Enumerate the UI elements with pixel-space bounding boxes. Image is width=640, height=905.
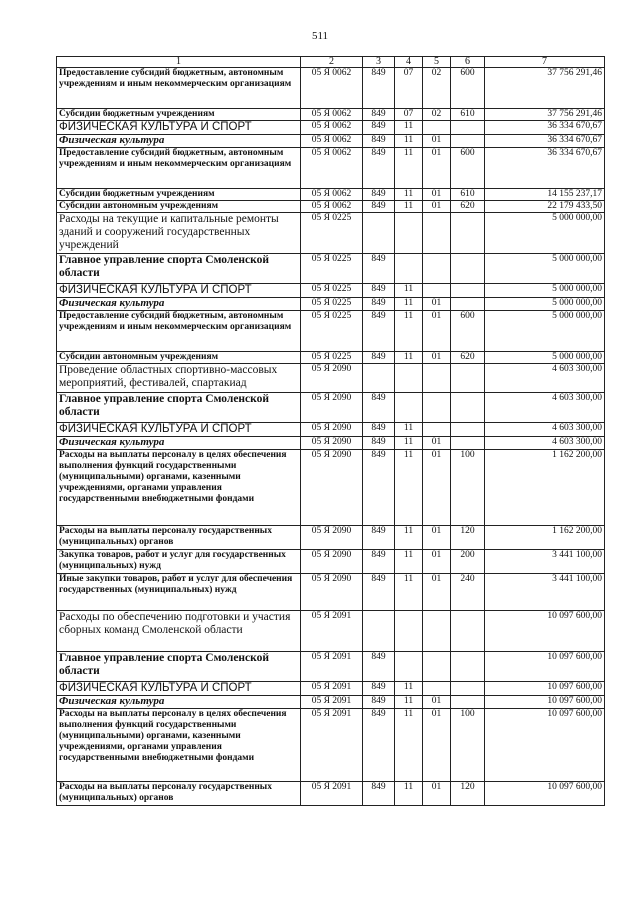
table-row <box>57 450 605 526</box>
subsection-cell: 01 <box>423 148 451 189</box>
target-code-cell: 05 Я 0062 <box>301 201 363 213</box>
table-row <box>57 213 605 254</box>
table-row <box>57 437 605 450</box>
expense-type-cell <box>451 682 485 696</box>
expense-type-cell <box>451 254 485 284</box>
subsection-cell <box>423 611 451 652</box>
amount-cell: 37 756 291,46 <box>485 109 605 121</box>
expense-type-cell: 240 <box>451 574 485 611</box>
subsection-cell <box>423 423 451 437</box>
row-name-cell: Расходы на выплаты персоналу в целях обеспечения выполнения функций государственными (муниципальными) органами, казенными учреждениями, органами управления государственными внебюджетными фондами <box>57 450 301 526</box>
ministry-code-cell: 849 <box>363 393 395 423</box>
expense-type-cell: 120 <box>451 526 485 550</box>
table-row <box>57 311 605 352</box>
row-name-cell: Физическая культура <box>57 298 301 311</box>
subsection-cell: 01 <box>423 135 451 148</box>
ministry-code-cell: 849 <box>363 550 395 574</box>
table-header-row <box>57 57 605 68</box>
target-code-cell: 05 Я 2090 <box>301 550 363 574</box>
expense-type-cell: 600 <box>451 311 485 352</box>
amount-cell: 1 162 200,00 <box>485 526 605 550</box>
row-name-cell: Субсидии бюджетным учреждениям <box>57 189 301 201</box>
subsection-cell: 01 <box>423 298 451 311</box>
amount-cell: 10 097 600,00 <box>485 696 605 709</box>
subsection-cell <box>423 682 451 696</box>
row-name-cell: Расходы по обеспечению подготовки и участия сборных команд Смоленской области <box>57 611 301 652</box>
amount-cell: 5 000 000,00 <box>485 284 605 298</box>
subsection-cell: 01 <box>423 201 451 213</box>
expense-type-cell <box>451 364 485 393</box>
expense-type-cell: 200 <box>451 550 485 574</box>
subsection-cell <box>423 254 451 284</box>
amount-cell: 22 179 433,50 <box>485 201 605 213</box>
header-cell: 6 <box>451 57 485 68</box>
expense-type-cell: 620 <box>451 201 485 213</box>
target-code-cell: 05 Я 0225 <box>301 311 363 352</box>
target-code-cell: 05 Я 2090 <box>301 526 363 550</box>
table-row <box>57 298 605 311</box>
amount-cell: 10 097 600,00 <box>485 782 605 806</box>
table-row <box>57 423 605 437</box>
target-code-cell: 05 Я 0225 <box>301 298 363 311</box>
table-row <box>57 284 605 298</box>
table-row <box>57 254 605 284</box>
amount-cell: 1 162 200,00 <box>485 450 605 526</box>
subsection-cell: 01 <box>423 550 451 574</box>
row-name-cell: Расходы на выплаты персоналу государственных (муниципальных) органов <box>57 526 301 550</box>
table-row <box>57 611 605 652</box>
ministry-code-cell: 849 <box>363 135 395 148</box>
table-row <box>57 121 605 135</box>
row-name-cell: Субсидии автономным учреждениям <box>57 352 301 364</box>
target-code-cell: 05 Я 2091 <box>301 709 363 782</box>
row-name-cell: Главное управление спорта Смоленской области <box>57 393 301 423</box>
table-row <box>57 148 605 189</box>
section-cell <box>395 611 423 652</box>
table-row <box>57 782 605 806</box>
section-cell: 11 <box>395 550 423 574</box>
expense-type-cell: 600 <box>451 148 485 189</box>
ministry-code-cell: 849 <box>363 526 395 550</box>
ministry-code-cell: 849 <box>363 709 395 782</box>
ministry-code-cell: 849 <box>363 68 395 109</box>
expense-type-cell: 100 <box>451 450 485 526</box>
target-code-cell: 05 Я 2090 <box>301 393 363 423</box>
section-cell: 07 <box>395 109 423 121</box>
expense-type-cell <box>451 652 485 682</box>
table-row <box>57 682 605 696</box>
subsection-cell <box>423 213 451 254</box>
expense-type-cell <box>451 213 485 254</box>
section-cell: 11 <box>395 148 423 189</box>
table-row <box>57 352 605 364</box>
ministry-code-cell: 849 <box>363 201 395 213</box>
expense-type-cell <box>451 437 485 450</box>
page-number: 511 <box>311 30 329 42</box>
target-code-cell: 05 Я 2091 <box>301 611 363 652</box>
target-code-cell: 05 Я 2090 <box>301 437 363 450</box>
expense-type-cell: 100 <box>451 709 485 782</box>
target-code-cell: 05 Я 2090 <box>301 364 363 393</box>
table-row <box>57 574 605 611</box>
row-name-cell: ФИЗИЧЕСКАЯ КУЛЬТУРА И СПОРТ <box>57 423 301 437</box>
section-cell: 11 <box>395 682 423 696</box>
row-name-cell: Проведение областных спортивно-массовых мероприятий, фестивалей, спартакиад <box>57 364 301 393</box>
ministry-code-cell: 849 <box>363 254 395 284</box>
target-code-cell: 05 Я 0062 <box>301 148 363 189</box>
row-name-cell: Предоставление субсидий бюджетным, автономным учреждениям и иным некоммерческим организациям <box>57 68 301 109</box>
subsection-cell: 01 <box>423 574 451 611</box>
ministry-code-cell: 849 <box>363 311 395 352</box>
ministry-code-cell: 849 <box>363 423 395 437</box>
ministry-code-cell: 849 <box>363 682 395 696</box>
row-name-cell: Предоставление субсидий бюджетным, автономным учреждениям и иным некоммерческим организациям <box>57 311 301 352</box>
target-code-cell: 05 Я 2090 <box>301 450 363 526</box>
table-row <box>57 393 605 423</box>
section-cell: 11 <box>395 121 423 135</box>
ministry-code-cell <box>363 213 395 254</box>
row-name-cell: Расходы на выплаты персоналу государственных (муниципальных) органов <box>57 782 301 806</box>
section-cell: 11 <box>395 450 423 526</box>
section-cell: 11 <box>395 311 423 352</box>
target-code-cell: 05 Я 0062 <box>301 68 363 109</box>
amount-cell: 3 441 100,00 <box>485 574 605 611</box>
target-code-cell: 05 Я 0062 <box>301 189 363 201</box>
section-cell: 11 <box>395 782 423 806</box>
table-row <box>57 109 605 121</box>
section-cell: 11 <box>395 437 423 450</box>
expense-type-cell <box>451 423 485 437</box>
table-row <box>57 189 605 201</box>
target-code-cell: 05 Я 0225 <box>301 352 363 364</box>
table-row <box>57 709 605 782</box>
expense-type-cell: 610 <box>451 109 485 121</box>
section-cell: 11 <box>395 201 423 213</box>
row-name-cell: ФИЗИЧЕСКАЯ КУЛЬТУРА И СПОРТ <box>57 682 301 696</box>
row-name-cell: Главное управление спорта Смоленской области <box>57 652 301 682</box>
ministry-code-cell: 849 <box>363 284 395 298</box>
section-cell: 11 <box>395 526 423 550</box>
amount-cell: 3 441 100,00 <box>485 550 605 574</box>
target-code-cell: 05 Я 0062 <box>301 109 363 121</box>
expense-type-cell: 610 <box>451 189 485 201</box>
row-name-cell: Иные закупки товаров, работ и услуг для обеспечения государственных (муниципальных) нужд <box>57 574 301 611</box>
subsection-cell: 02 <box>423 109 451 121</box>
row-name-cell: Субсидии бюджетным учреждениям <box>57 109 301 121</box>
header-cell: 2 <box>301 57 363 68</box>
table-row <box>57 201 605 213</box>
section-cell <box>395 213 423 254</box>
ministry-code-cell: 849 <box>363 189 395 201</box>
row-name-cell: Физическая культура <box>57 135 301 148</box>
section-cell: 11 <box>395 352 423 364</box>
target-code-cell: 05 Я 2091 <box>301 652 363 682</box>
subsection-cell: 01 <box>423 696 451 709</box>
amount-cell: 36 334 670,67 <box>485 148 605 189</box>
section-cell <box>395 254 423 284</box>
amount-cell: 37 756 291,46 <box>485 68 605 109</box>
section-cell: 11 <box>395 284 423 298</box>
amount-cell: 4 603 300,00 <box>485 437 605 450</box>
table-row <box>57 364 605 393</box>
subsection-cell <box>423 121 451 135</box>
subsection-cell: 01 <box>423 709 451 782</box>
section-cell: 11 <box>395 696 423 709</box>
target-code-cell: 05 Я 0062 <box>301 135 363 148</box>
expense-type-cell <box>451 696 485 709</box>
row-name-cell: Расходы на текущие и капитальные ремонты зданий и сооружений государственных учреждений <box>57 213 301 254</box>
target-code-cell: 05 Я 0225 <box>301 213 363 254</box>
ministry-code-cell: 849 <box>363 352 395 364</box>
expense-type-cell: 600 <box>451 68 485 109</box>
table-row <box>57 652 605 682</box>
header-cell: 3 <box>363 57 395 68</box>
row-name-cell: Физическая культура <box>57 437 301 450</box>
expense-type-cell <box>451 121 485 135</box>
subsection-cell: 02 <box>423 68 451 109</box>
section-cell: 11 <box>395 709 423 782</box>
table-row <box>57 550 605 574</box>
section-cell: 11 <box>395 574 423 611</box>
subsection-cell: 01 <box>423 437 451 450</box>
section-cell: 11 <box>395 135 423 148</box>
target-code-cell: 05 Я 0225 <box>301 254 363 284</box>
ministry-code-cell: 849 <box>363 652 395 682</box>
target-code-cell: 05 Я 2091 <box>301 782 363 806</box>
row-name-cell: ФИЗИЧЕСКАЯ КУЛЬТУРА И СПОРТ <box>57 284 301 298</box>
ministry-code-cell: 849 <box>363 148 395 189</box>
row-name-cell: Расходы на выплаты персоналу в целях обеспечения выполнения функций государственными (муниципальными) органами, казенными учреждениями, органами управления государственными внебюджетными фондами <box>57 709 301 782</box>
amount-cell: 5 000 000,00 <box>485 254 605 284</box>
target-code-cell: 05 Я 2091 <box>301 696 363 709</box>
amount-cell: 10 097 600,00 <box>485 652 605 682</box>
section-cell <box>395 652 423 682</box>
amount-cell: 4 603 300,00 <box>485 423 605 437</box>
ministry-code-cell: 849 <box>363 574 395 611</box>
ministry-code-cell <box>363 611 395 652</box>
section-cell: 11 <box>395 298 423 311</box>
subsection-cell: 01 <box>423 189 451 201</box>
expense-type-cell: 620 <box>451 352 485 364</box>
expense-type-cell <box>451 393 485 423</box>
row-name-cell: Закупка товаров, работ и услуг для государственных (муниципальных) нужд <box>57 550 301 574</box>
row-name-cell: Главное управление спорта Смоленской области <box>57 254 301 284</box>
section-cell <box>395 393 423 423</box>
amount-cell: 5 000 000,00 <box>485 352 605 364</box>
subsection-cell: 01 <box>423 526 451 550</box>
expense-type-cell <box>451 135 485 148</box>
subsection-cell: 01 <box>423 450 451 526</box>
section-cell: 11 <box>395 423 423 437</box>
target-code-cell: 05 Я 2091 <box>301 682 363 696</box>
target-code-cell: 05 Я 2090 <box>301 574 363 611</box>
amount-cell: 36 334 670,67 <box>485 121 605 135</box>
subsection-cell: 01 <box>423 352 451 364</box>
header-cell: 5 <box>423 57 451 68</box>
table-row <box>57 135 605 148</box>
amount-cell: 10 097 600,00 <box>485 709 605 782</box>
table-row <box>57 68 605 109</box>
amount-cell: 10 097 600,00 <box>485 611 605 652</box>
expense-type-cell: 120 <box>451 782 485 806</box>
target-code-cell: 05 Я 0225 <box>301 284 363 298</box>
row-name-cell: ФИЗИЧЕСКАЯ КУЛЬТУРА И СПОРТ <box>57 121 301 135</box>
header-cell: 1 <box>57 57 301 68</box>
row-name-cell: Субсидии автономным учреждениям <box>57 201 301 213</box>
ministry-code-cell <box>363 364 395 393</box>
amount-cell: 10 097 600,00 <box>485 682 605 696</box>
amount-cell: 5 000 000,00 <box>485 298 605 311</box>
table-row <box>57 526 605 550</box>
ministry-code-cell: 849 <box>363 121 395 135</box>
header-cell: 4 <box>395 57 423 68</box>
subsection-cell <box>423 652 451 682</box>
ministry-code-cell: 849 <box>363 109 395 121</box>
ministry-code-cell: 849 <box>363 782 395 806</box>
budget-table <box>56 56 605 806</box>
expense-type-cell <box>451 298 485 311</box>
amount-cell: 5 000 000,00 <box>485 311 605 352</box>
section-cell <box>395 364 423 393</box>
ministry-code-cell: 849 <box>363 437 395 450</box>
table-row <box>57 696 605 709</box>
expense-type-cell <box>451 284 485 298</box>
amount-cell: 36 334 670,67 <box>485 135 605 148</box>
subsection-cell: 01 <box>423 311 451 352</box>
subsection-cell <box>423 284 451 298</box>
amount-cell: 5 000 000,00 <box>485 213 605 254</box>
row-name-cell: Предоставление субсидий бюджетным, автономным учреждениям и иным некоммерческим организациям <box>57 148 301 189</box>
target-code-cell: 05 Я 0062 <box>301 121 363 135</box>
ministry-code-cell: 849 <box>363 450 395 526</box>
row-name-cell: Физическая культура <box>57 696 301 709</box>
expense-type-cell <box>451 611 485 652</box>
amount-cell: 4 603 300,00 <box>485 364 605 393</box>
header-cell: 7 <box>485 57 605 68</box>
subsection-cell <box>423 393 451 423</box>
ministry-code-cell: 849 <box>363 298 395 311</box>
ministry-code-cell: 849 <box>363 696 395 709</box>
amount-cell: 14 155 237,17 <box>485 189 605 201</box>
subsection-cell <box>423 364 451 393</box>
subsection-cell: 01 <box>423 782 451 806</box>
section-cell: 11 <box>395 189 423 201</box>
amount-cell: 4 603 300,00 <box>485 393 605 423</box>
section-cell: 07 <box>395 68 423 109</box>
target-code-cell: 05 Я 2090 <box>301 423 363 437</box>
